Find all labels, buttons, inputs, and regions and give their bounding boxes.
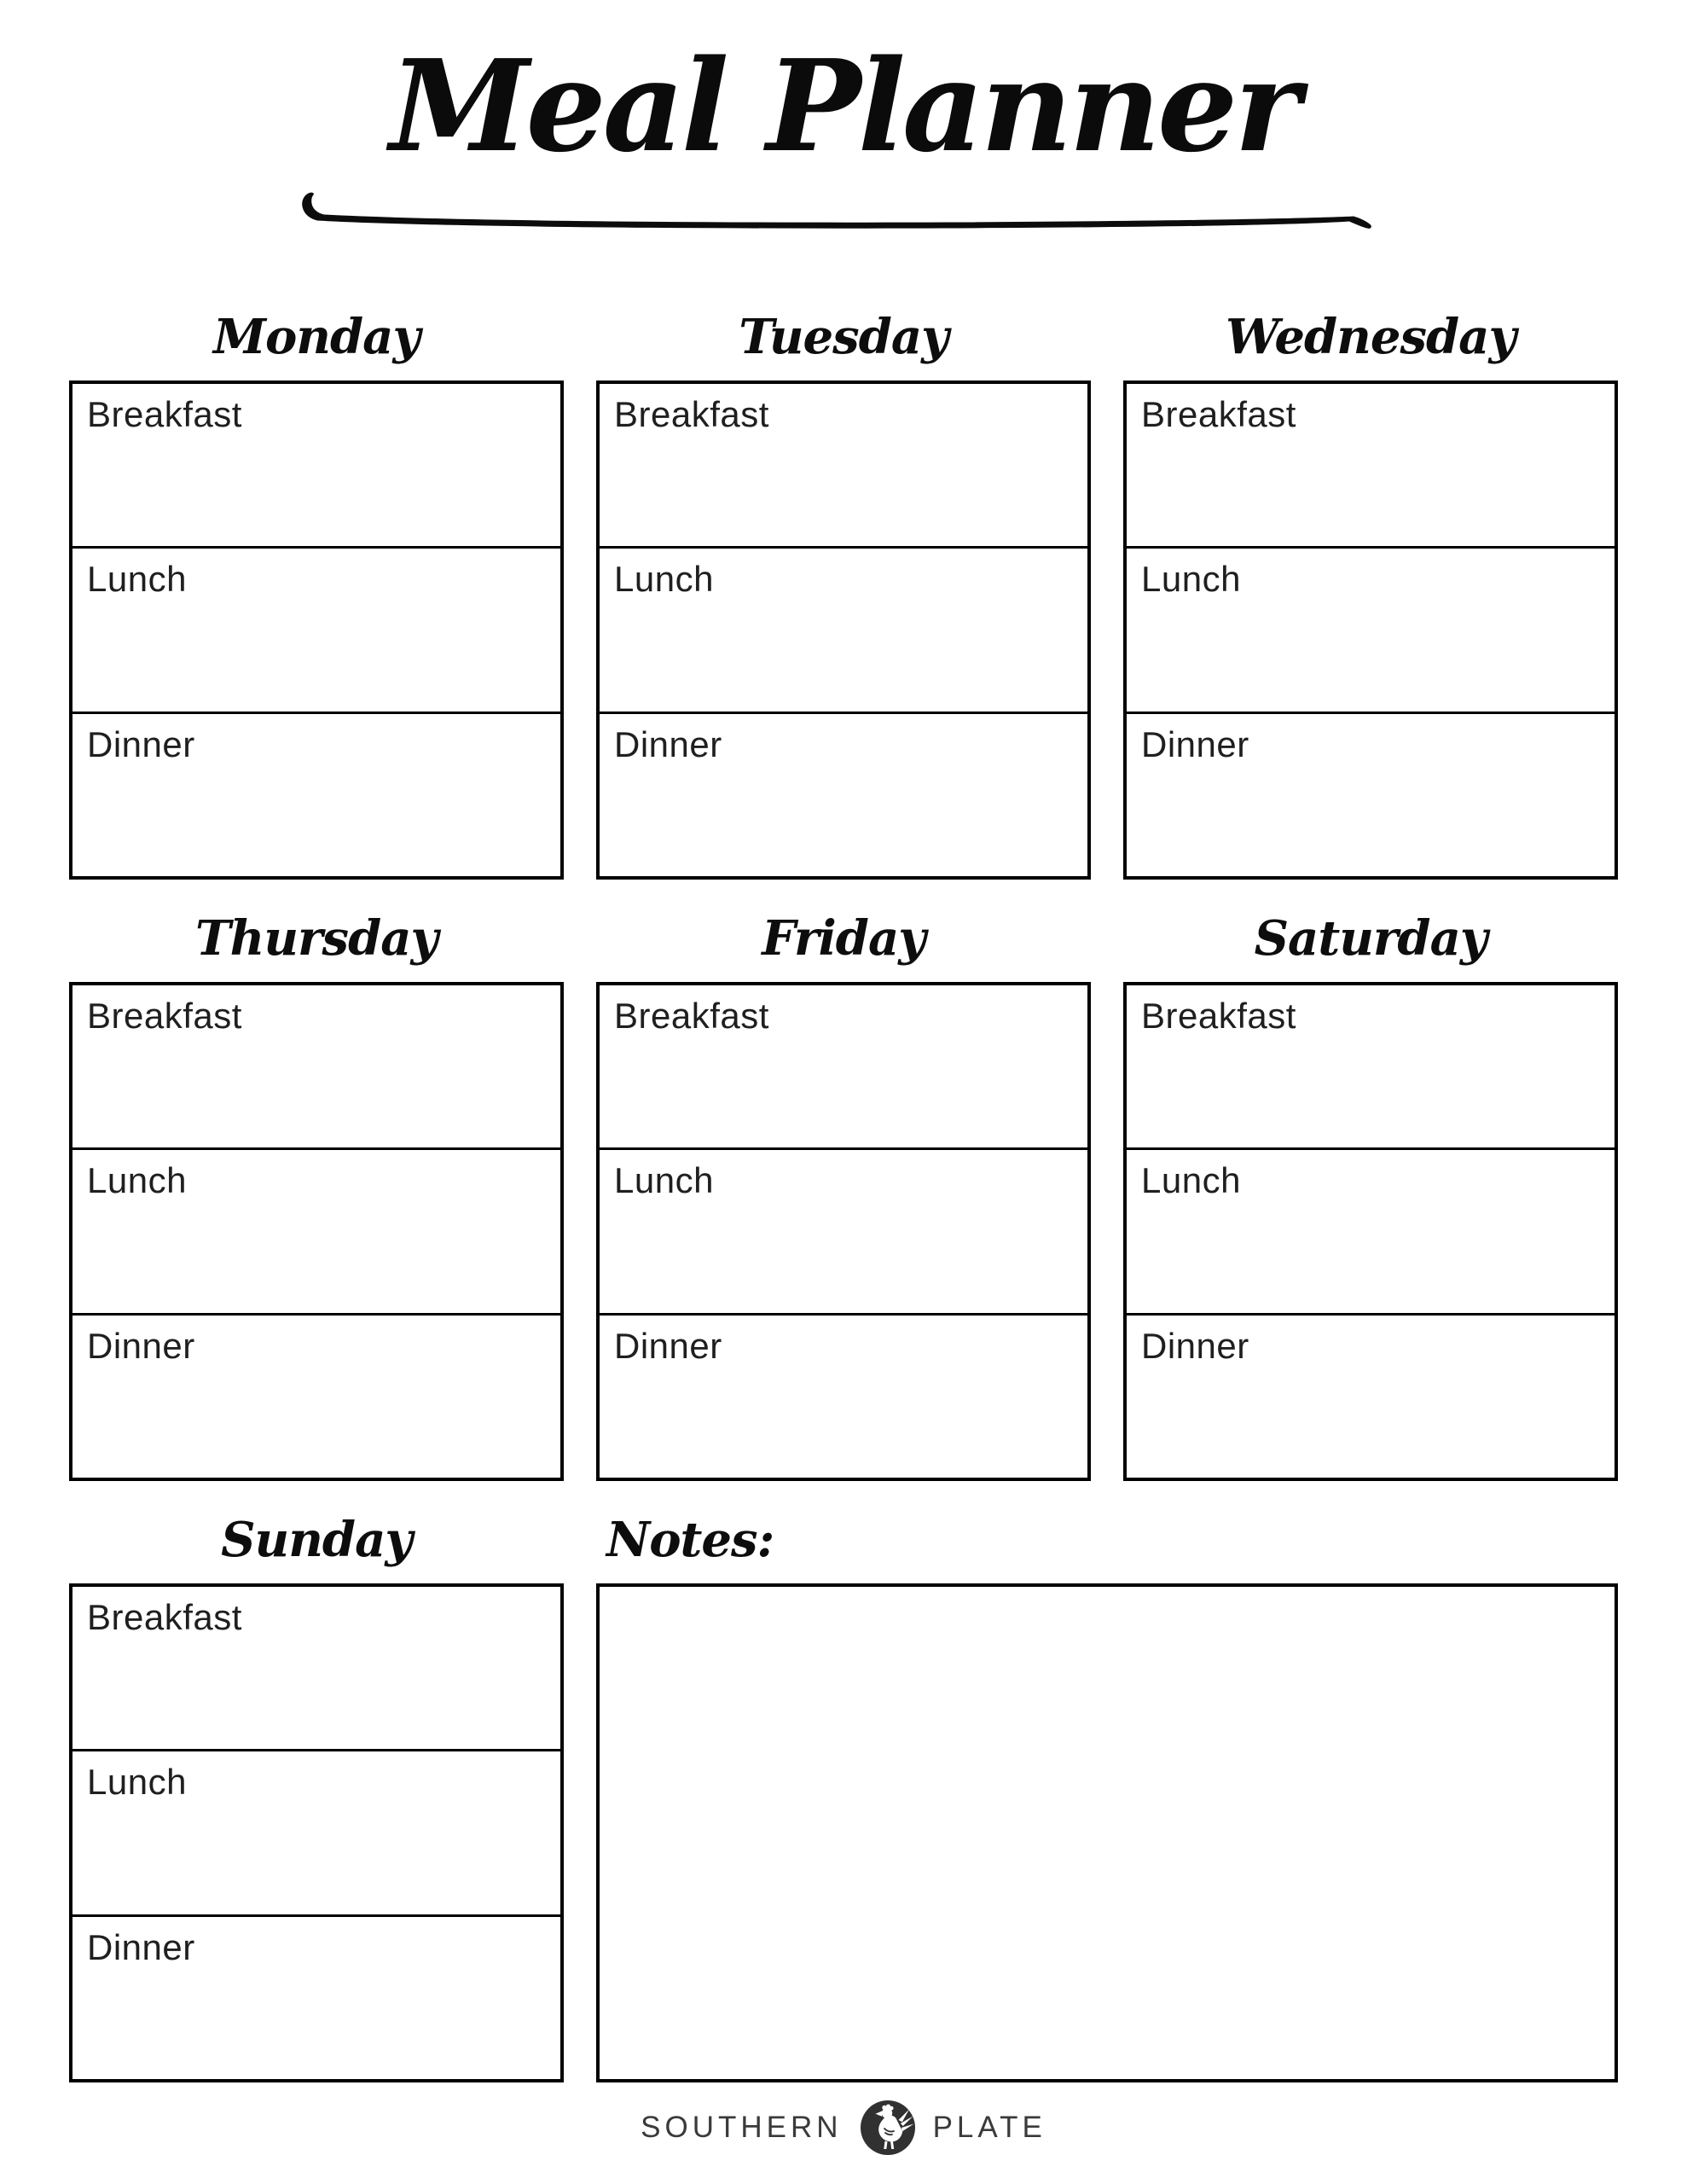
meal-section-lunch (600, 546, 1087, 711)
meal-label: Dinner (87, 1926, 195, 1967)
title-underline-swash (295, 190, 1392, 229)
meal-label: Lunch (614, 1160, 714, 1201)
meal-label: Breakfast (87, 995, 242, 1036)
page-header (0, 0, 1687, 234)
page-title: Meal Planner (389, 32, 1298, 180)
meal-section-breakfast (72, 1587, 560, 1749)
meal-section-lunch (72, 1147, 560, 1312)
day-heading: Friday (762, 909, 925, 967)
meal-section-dinner (600, 1313, 1087, 1478)
day-meal-box (69, 380, 564, 880)
meal-section-dinner (72, 1313, 560, 1478)
meal-label: Lunch (87, 1762, 187, 1803)
meal-section-breakfast (1127, 384, 1615, 546)
meal-label: Lunch (87, 559, 187, 600)
day-card-tuesday (596, 234, 1091, 880)
day-card-friday (596, 880, 1091, 1481)
planner-row-1 (69, 234, 1618, 880)
day-meal-box (1123, 380, 1618, 880)
day-card-saturday (1123, 880, 1618, 1481)
brand-plate-text: PLATE (932, 2110, 1046, 2144)
notes-box (596, 1583, 1618, 2082)
meal-section-lunch (72, 1749, 560, 1914)
day-meal-box (596, 982, 1091, 1481)
day-heading: Tuesday (739, 308, 948, 365)
meal-section-breakfast (600, 384, 1087, 546)
meal-label: Dinner (1141, 723, 1249, 764)
meal-section-dinner (72, 712, 560, 876)
meal-label: Breakfast (614, 995, 769, 1036)
day-heading: Saturday (1254, 909, 1487, 967)
notes-heading: Notes: (606, 1511, 774, 1568)
meal-section-breakfast (600, 985, 1087, 1147)
meal-label: Lunch (614, 559, 714, 600)
meal-section-dinner (72, 1914, 560, 2079)
meal-section-dinner (600, 712, 1087, 876)
day-card-wednesday (1123, 234, 1618, 880)
meal-section-lunch (600, 1147, 1087, 1312)
meal-label: Lunch (1141, 559, 1241, 600)
meal-section-lunch (1127, 546, 1615, 711)
notes-section (596, 1481, 1618, 2082)
planner-row-3 (69, 1481, 1618, 2082)
brand-southern-text: SOUTHERN (641, 2110, 843, 2144)
day-meal-box (1123, 982, 1618, 1481)
meal-section-lunch (72, 546, 560, 711)
meal-label: Breakfast (614, 393, 769, 434)
meal-section-dinner (1127, 1313, 1615, 1478)
meal-section-breakfast (1127, 985, 1615, 1147)
day-meal-box (69, 982, 564, 1481)
day-heading: Monday (212, 308, 420, 365)
meal-label: Breakfast (1141, 393, 1296, 434)
day-meal-box (596, 380, 1091, 880)
meal-label: Breakfast (87, 1596, 242, 1637)
meal-section-breakfast (72, 985, 560, 1147)
meal-section-lunch (1127, 1147, 1615, 1312)
day-card-thursday (69, 880, 564, 1481)
day-meal-box (69, 1583, 564, 2082)
meal-label: Dinner (614, 1325, 722, 1366)
meal-label: Lunch (1141, 1160, 1241, 1201)
day-heading: Thursday (194, 909, 438, 967)
meal-section-breakfast (72, 384, 560, 546)
brand-footer (0, 2100, 1687, 2156)
day-card-monday (69, 234, 564, 880)
rooster-icon (860, 2100, 916, 2156)
meal-label: Dinner (87, 723, 195, 764)
planner-row-2 (69, 880, 1618, 1481)
meal-section-dinner (1127, 712, 1615, 876)
meal-label: Dinner (87, 1325, 195, 1366)
meal-label: Dinner (1141, 1325, 1249, 1366)
day-heading: Sunday (221, 1511, 412, 1568)
meal-label: Lunch (87, 1160, 187, 1201)
day-heading: Wednesday (1226, 308, 1516, 365)
meal-label: Breakfast (87, 393, 242, 434)
day-card-sunday (69, 1481, 564, 2082)
meal-label: Breakfast (1141, 995, 1296, 1036)
planner-grid (69, 234, 1618, 2082)
meal-label: Dinner (614, 723, 722, 764)
